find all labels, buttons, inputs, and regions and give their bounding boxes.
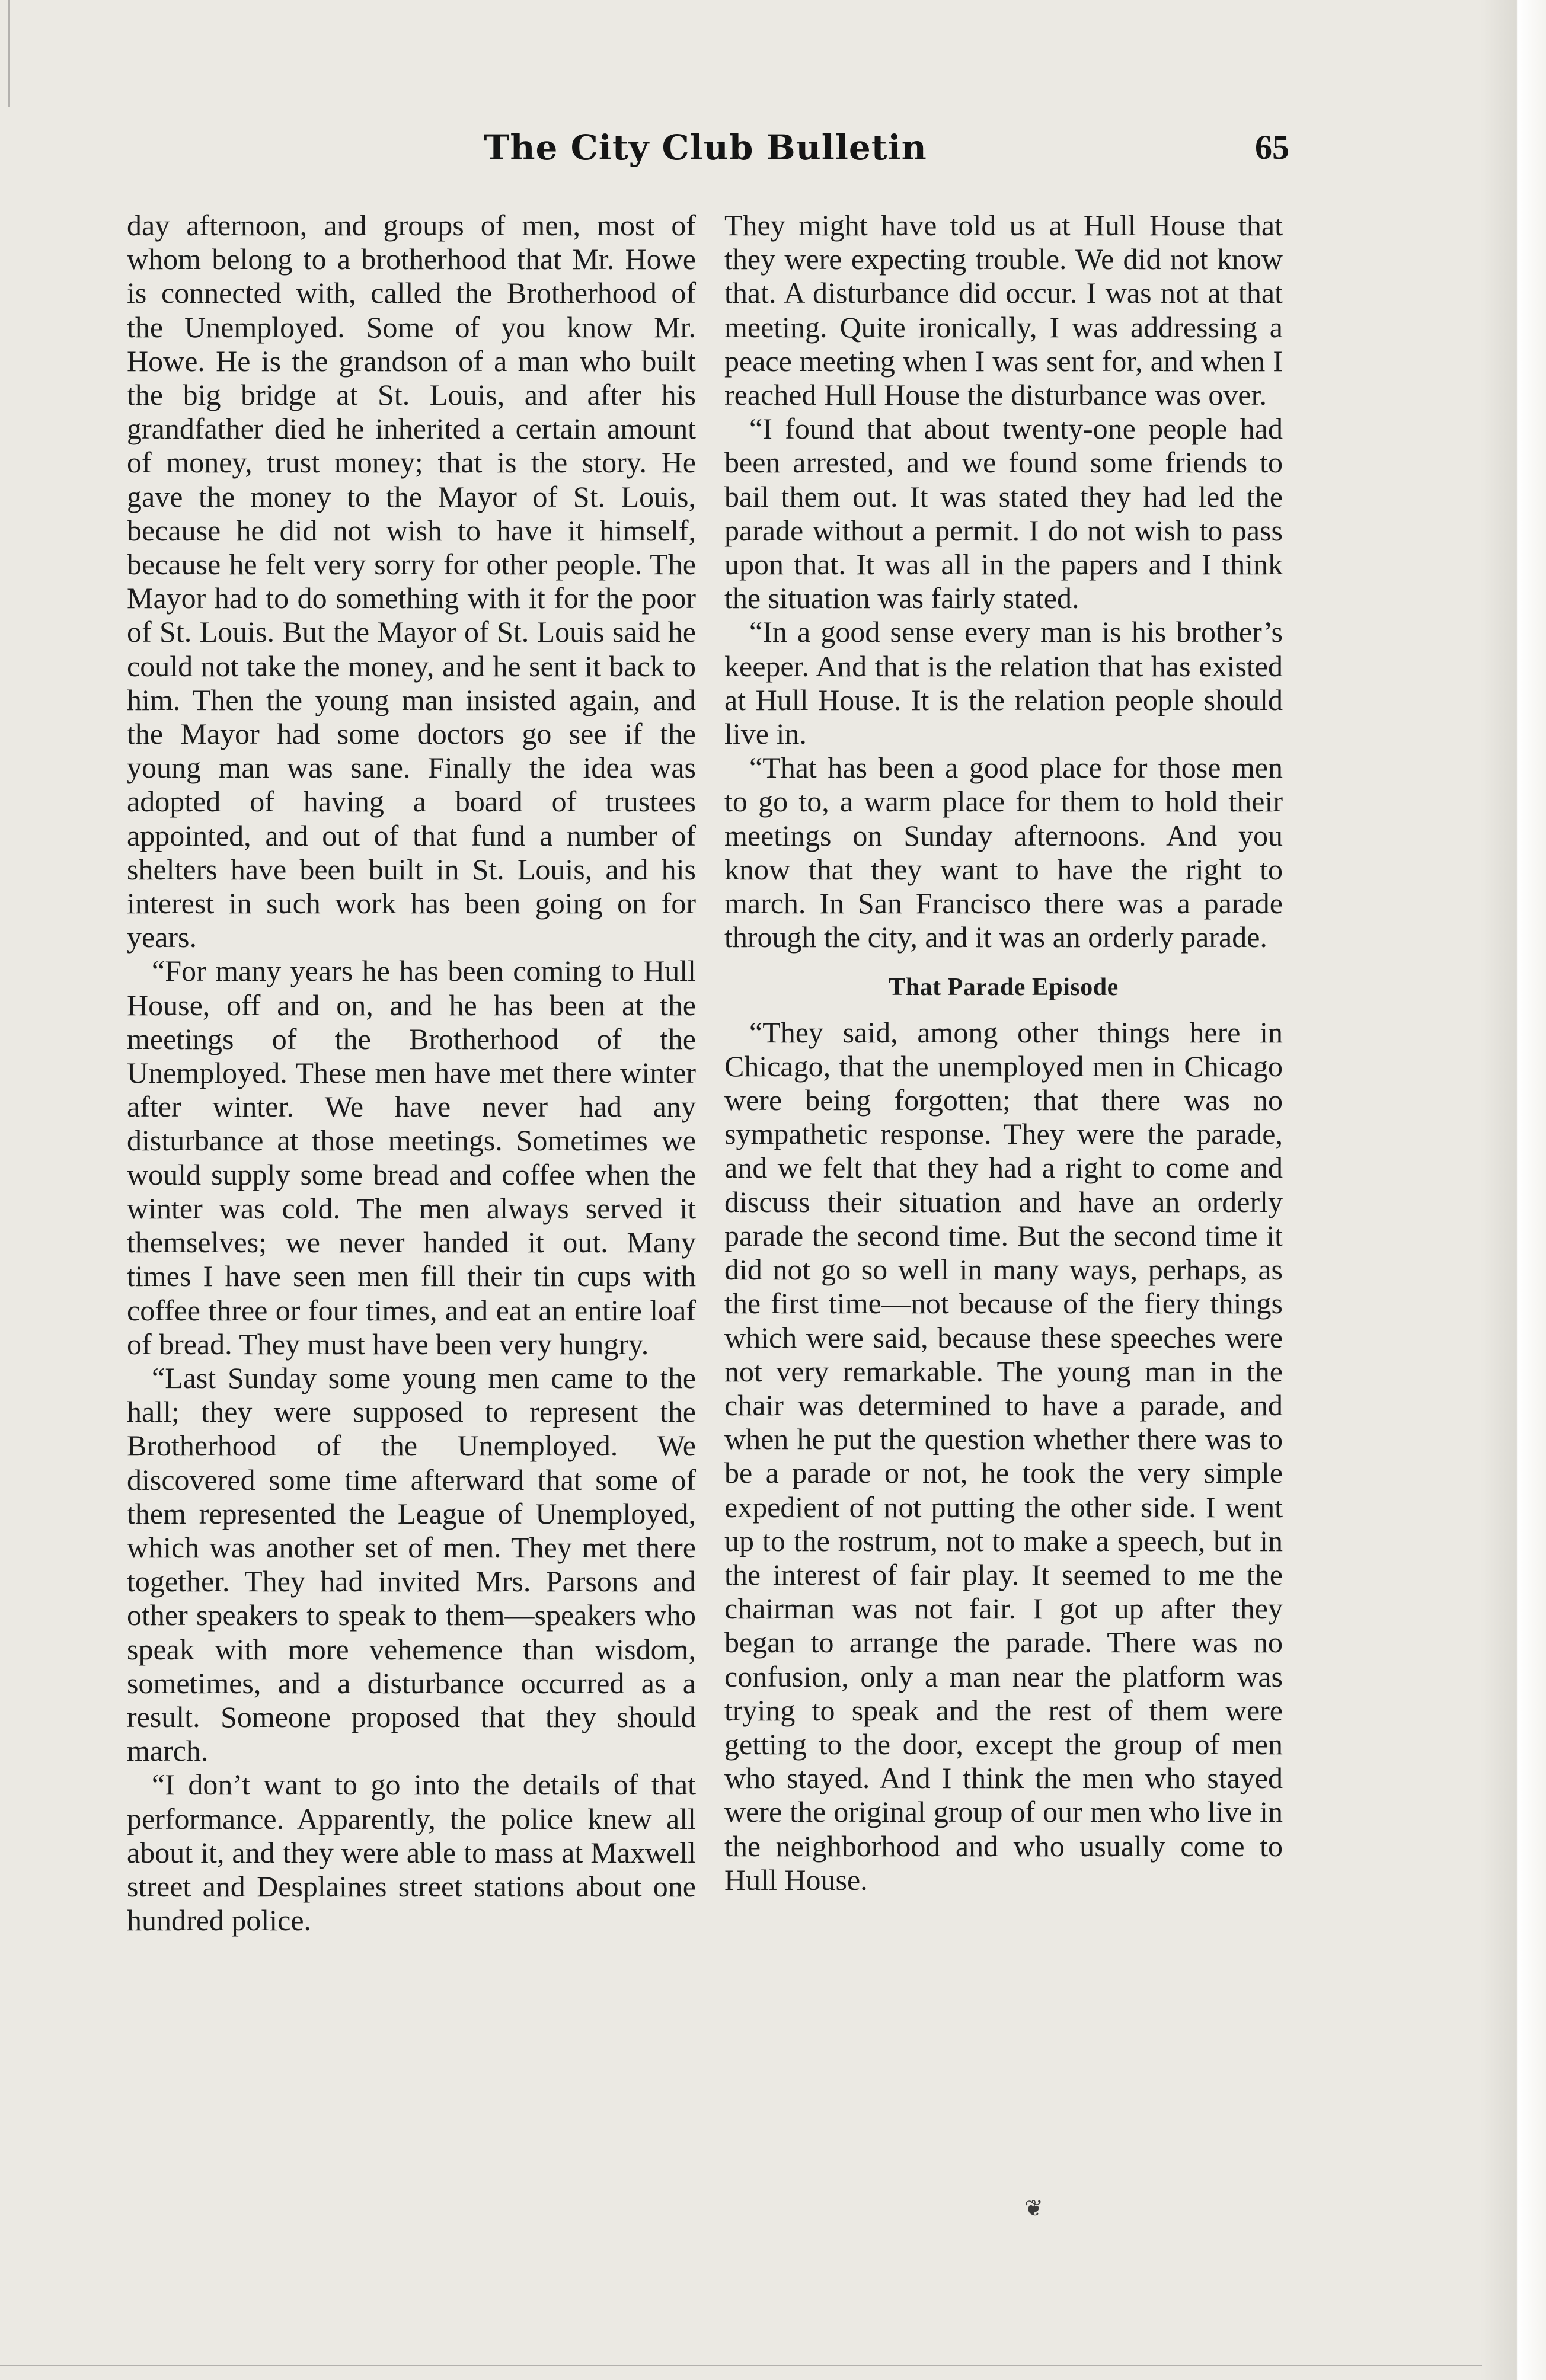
page-number: 65 <box>1255 128 1289 167</box>
left-column <box>127 209 696 1937</box>
paragraph: “They said, among other things here in Chicago, that the unemployed men in Chicago were being forgotten; that there was no sympathetic response. They were the parade, and we felt that they had a right to come and discuss their situation and have an orderly parade the second time. But the second time it did not go so well in many ways, perhaps, as the first time—not because of the fiery things which were said, because these speeches were not very remarkable. The young man in the chair was determined to have a parade, and when he put the question whether there was to be a parade or not, he took the very simple expedient of not putting the other side. I went up to the rostrum, not to make a speech, but in the interest of fair play. It seemed to me the chairman was not fair. I got up after they began to arrange the parade. There was no confusion, only a man near the platform was trying to speak and the rest of them were getting to the door, except the group of men who stayed. And I think the men who stayed were the original group of our men who live in the neighborhood and who usually come to Hull House. <box>724 1015 1283 1896</box>
paragraph: “For many years he has been coming to Hull House, off and on, and he has been at the meetings of the Brotherhood of the Unemployed. These men have met there winter after winter. We have never had any disturbance at those meetings. Sometimes we would supply some bread and coffee when the winter was cold. The men always served it themselves; we never handed it out. Many times I have seen men fill their tin cups with coffee three or four times, and eat an entire loaf of bread. They must have been very hungry. <box>127 954 696 1361</box>
scan-artifact <box>0 2365 1482 2366</box>
page-edge <box>1481 0 1546 2380</box>
paragraph: “In a good sense every man is his brother’s keeper. And that is the relation that has existed at Hull House. It is the relation people should live in. <box>724 615 1283 751</box>
paragraph: They might have told us at Hull House that they were expecting trouble. We did not know that. A disturbance did occur. I was not at that meeting. Quite ironically, I was addressing a peace meeting when I was sent for, and when I reached Hull House the disturbance was over. <box>724 209 1283 412</box>
ornament-icon: ❦ <box>1024 2196 1043 2221</box>
page-header <box>122 127 1289 181</box>
paragraph: “I found that about twenty-one people had been arrested, and we found some friends to bail them out. It was stated they had led the parade without a permit. I do not wish to pass upon that. It was all in the papers and I think the situation was fairly stated. <box>724 412 1283 615</box>
paragraph: “That has been a good place for those men to go to, a warm place for them to hold their meetings on Sunday afternoons. And you know that they want to have the right to march. In San Francisco there was a parade through the city, and it was an orderly parade. <box>724 751 1283 954</box>
paragraph: “Last Sunday some young men came to the hall; they were supposed to represent the Brotherhood of the Unemployed. We discovered some time afterward that some of them represented the League of Unemployed, which was another set of men. They met there together. They had invited Mrs. Parsons and other speakers to speak to them—speakers who speak with more vehemence than wisdom, sometimes, and a disturbance occurred as a result. Someone proposed that they should march. <box>127 1361 696 1768</box>
scan-artifact <box>8 0 10 107</box>
right-column <box>724 209 1283 1897</box>
paragraph: day afternoon, and groups of men, most of whom belong to a brotherhood that Mr. Howe is connected with, called the Brotherhood of the Unemployed. Some of you know Mr. Howe. He is the grandson of a man who built the big bridge at St. Louis, and after his grandfather died he inherited a certain amount of money, trust money; that is the story. He gave the money to the Mayor of St. Louis, because he did not wish to have it himself, because he felt very sorry for other people. The Mayor had to do something with it for the poor of St. Louis. But the Mayor of St. Louis said he could not take the money, and he sent it back to him. Then the young man insisted again, and the Mayor had some doctors go see if the young man was sane. Finally the idea was adopted of having a board of trustees appointed, and out of that fund a number of shelters have been built in St. Louis, and his interest in such work has been going on for years. <box>127 209 696 954</box>
section-heading: That Parade Episode <box>889 974 1119 1002</box>
paragraph: “I don’t want to go into the details of that performance. Apparently, the police knew all about it, and they were able to mass at Maxwell street and Desplaines street stations about one hundred police. <box>127 1768 696 1937</box>
publication-title: The City Club Bulletin <box>484 127 927 168</box>
